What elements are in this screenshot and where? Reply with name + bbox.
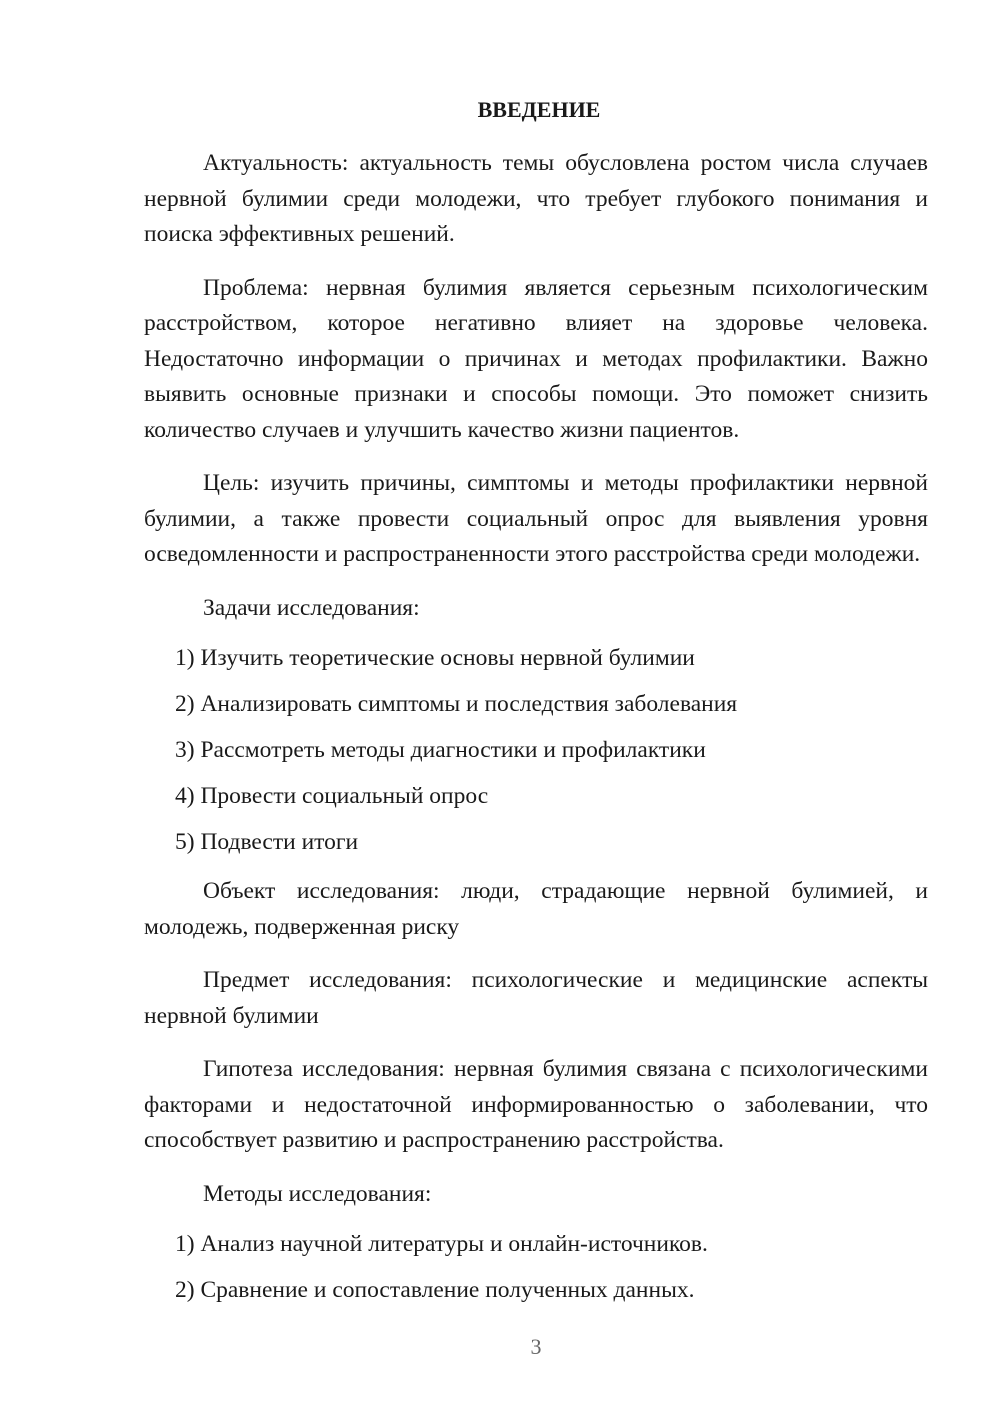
methods-title: Методы исследования: xyxy=(203,1180,432,1207)
relevance-paragraph: Актуальность: актуальность темы обусловлена ростом числа случаев нервной булимии среди молодежи, что требует глубокого понимания и поиска эффективных решений. xyxy=(144,150,928,247)
method-item: 1) Анализ научной литературы и онлайн-источников. xyxy=(175,1231,708,1257)
task-item: 2) Анализировать симптомы и последствия заболевания xyxy=(175,691,738,717)
problem-paragraph: Проблема: нервная булимия является серьезным психологическим расстройством, которое негативно влияет на здоровье человека. Недостаточно информации о причинах и методах профилактики. Важно выявить основные признаки и способы помощи. Это поможет снизить количество случаев и улучшить качество жизни пациентов. xyxy=(144,274,928,443)
page-heading: ВВЕДЕНИЕ xyxy=(477,97,601,122)
page-body xyxy=(144,95,928,1322)
method-item: 2) Сравнение и сопоставление полученных данных. xyxy=(175,1277,695,1303)
object-paragraph: Объект исследования: люди, страдающие нервной булимией, и молодежь, подверженная риску xyxy=(144,878,928,940)
task-item: 3) Рассмотреть методы диагностики и профилактики xyxy=(175,737,706,763)
page-number: 3 xyxy=(530,1334,542,1359)
task-item: 5) Подвести итоги xyxy=(175,829,359,855)
task-item: 4) Провести социальный опрос xyxy=(175,783,489,809)
goal-paragraph: Цель: изучить причины, симптомы и методы профилактики нервной булимии, а также провести социальный опрос для выявления уровня осведомленности и распространенности этого расстройства среди молодежи. xyxy=(144,470,928,567)
task-item: 1) Изучить теоретические основы нервной булимии xyxy=(175,645,695,671)
hypothesis-paragraph: Гипотеза исследования: нервная булимия связана с психологическими факторами и недостаточной информированностью о заболевании, что способствует развитию и распространению расстройства. xyxy=(144,1056,928,1153)
subject-paragraph: Предмет исследования: психологические и медицинские аспекты нервной булимии xyxy=(144,967,928,1029)
tasks-title: Задачи исследования: xyxy=(203,594,420,621)
